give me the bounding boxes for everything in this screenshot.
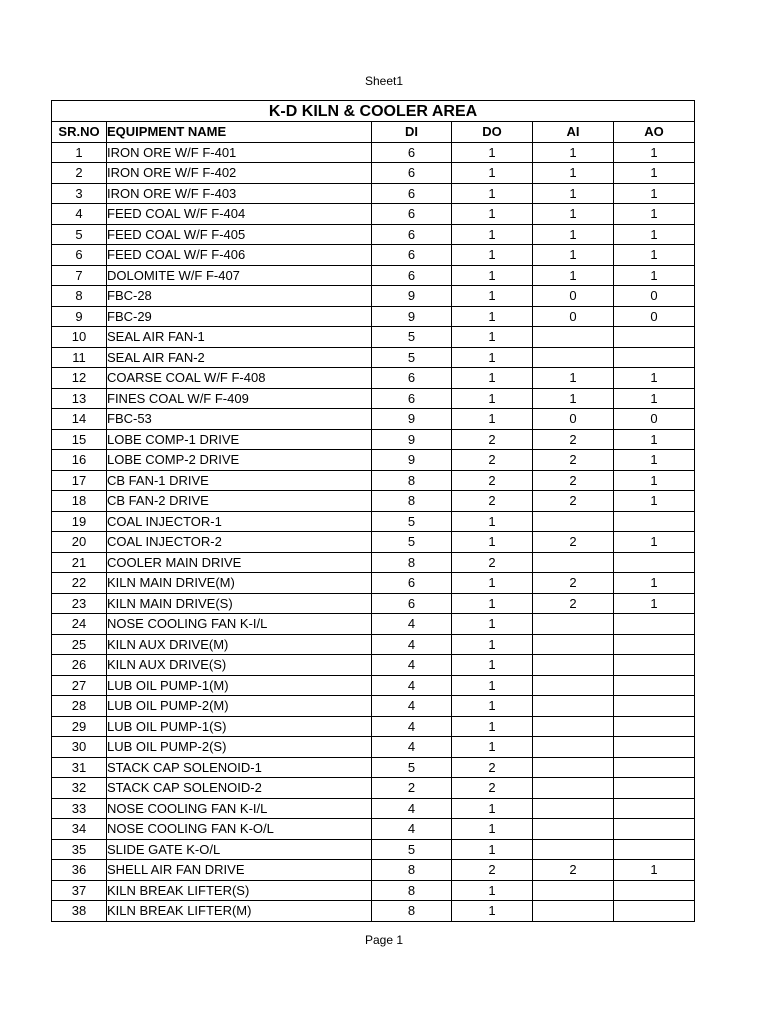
cell-do: 1 [452,183,533,204]
cell-ao: 1 [614,429,695,450]
cell-di: 8 [372,901,452,922]
cell-ao: 1 [614,593,695,614]
column-header-ai: AI [533,122,614,143]
cell-do: 1 [452,388,533,409]
cell-do: 1 [452,163,533,184]
cell-di: 6 [372,142,452,163]
column-header-equipment-name: EQUIPMENT NAME [107,122,372,143]
table-row [52,286,695,307]
table-row [52,450,695,471]
cell-ai: 2 [533,532,614,553]
cell-do: 1 [452,839,533,860]
cell-di: 4 [372,696,452,717]
cell-ai [533,880,614,901]
equipment-io-table [51,100,695,922]
cell-ai: 2 [533,491,614,512]
cell-sr-no: 16 [52,450,107,471]
cell-equipment-name: CB FAN-2 DRIVE [107,491,372,512]
cell-ai [533,655,614,676]
cell-sr-no: 3 [52,183,107,204]
cell-do: 1 [452,880,533,901]
cell-sr-no: 5 [52,224,107,245]
cell-equipment-name: FINES COAL W/F F-409 [107,388,372,409]
cell-ai [533,716,614,737]
cell-do: 1 [452,511,533,532]
cell-equipment-name: IRON ORE W/F F-402 [107,163,372,184]
cell-sr-no: 25 [52,634,107,655]
cell-di: 4 [372,819,452,840]
cell-equipment-name: FBC-28 [107,286,372,307]
cell-do: 1 [452,696,533,717]
table-row [52,573,695,594]
cell-ai: 1 [533,224,614,245]
column-header-sr-no: SR.NO [52,122,107,143]
cell-equipment-name: CB FAN-1 DRIVE [107,470,372,491]
cell-ao [614,655,695,676]
cell-ai [533,798,614,819]
cell-di: 8 [372,470,452,491]
table-row [52,675,695,696]
table-row [52,347,695,368]
cell-sr-no: 29 [52,716,107,737]
cell-ai: 1 [533,388,614,409]
cell-ai: 1 [533,183,614,204]
cell-ai: 0 [533,286,614,307]
cell-do: 1 [452,634,533,655]
cell-ao: 1 [614,470,695,491]
cell-ai: 2 [533,429,614,450]
table-row [52,716,695,737]
cell-di: 9 [372,450,452,471]
cell-di: 8 [372,880,452,901]
cell-di: 8 [372,860,452,881]
cell-equipment-name: KILN MAIN DRIVE(S) [107,593,372,614]
cell-do: 1 [452,532,533,553]
cell-di: 6 [372,183,452,204]
cell-ai [533,778,614,799]
table-row [52,306,695,327]
table-row [52,265,695,286]
cell-equipment-name: FEED COAL W/F F-405 [107,224,372,245]
cell-equipment-name: SLIDE GATE K-O/L [107,839,372,860]
table-row [52,388,695,409]
cell-equipment-name: LUB OIL PUMP-1(M) [107,675,372,696]
cell-do: 2 [452,470,533,491]
cell-ao: 0 [614,286,695,307]
table-row [52,901,695,922]
sheet-label: Sheet1 [364,74,404,88]
cell-equipment-name: COAL INJECTOR-1 [107,511,372,532]
table-row [52,142,695,163]
cell-di: 6 [372,224,452,245]
cell-sr-no: 13 [52,388,107,409]
cell-ao: 1 [614,245,695,266]
cell-equipment-name: COAL INJECTOR-2 [107,532,372,553]
cell-ao: 1 [614,368,695,389]
cell-ao [614,839,695,860]
cell-do: 2 [452,778,533,799]
cell-sr-no: 36 [52,860,107,881]
cell-do: 2 [452,552,533,573]
cell-equipment-name: LUB OIL PUMP-2(M) [107,696,372,717]
table-row [52,819,695,840]
cell-do: 2 [452,450,533,471]
cell-do: 1 [452,716,533,737]
cell-do: 2 [452,491,533,512]
cell-do: 1 [452,593,533,614]
cell-equipment-name: NOSE COOLING FAN K-I/L [107,614,372,635]
cell-equipment-name: NOSE COOLING FAN K-I/L [107,798,372,819]
table-row [52,204,695,225]
cell-ao: 1 [614,224,695,245]
cell-di: 9 [372,409,452,430]
cell-ai: 2 [533,450,614,471]
cell-ai: 1 [533,265,614,286]
cell-equipment-name: FEED COAL W/F F-404 [107,204,372,225]
cell-do: 1 [452,347,533,368]
cell-ao: 1 [614,142,695,163]
cell-do: 1 [452,737,533,758]
cell-sr-no: 11 [52,347,107,368]
cell-equipment-name: COOLER MAIN DRIVE [107,552,372,573]
cell-equipment-name: KILN AUX DRIVE(S) [107,655,372,676]
cell-ao: 1 [614,573,695,594]
cell-ai [533,347,614,368]
cell-ai: 1 [533,142,614,163]
cell-sr-no: 4 [52,204,107,225]
cell-do: 1 [452,368,533,389]
cell-sr-no: 15 [52,429,107,450]
cell-ai [533,819,614,840]
cell-di: 6 [372,593,452,614]
cell-ai [533,901,614,922]
cell-equipment-name: KILN BREAK LIFTER(M) [107,901,372,922]
cell-di: 5 [372,347,452,368]
cell-do: 1 [452,675,533,696]
cell-equipment-name: KILN AUX DRIVE(M) [107,634,372,655]
cell-do: 1 [452,286,533,307]
cell-ao: 0 [614,409,695,430]
cell-di: 8 [372,552,452,573]
cell-ao: 1 [614,532,695,553]
cell-sr-no: 14 [52,409,107,430]
cell-di: 6 [372,388,452,409]
cell-di: 4 [372,634,452,655]
cell-di: 4 [372,655,452,676]
cell-sr-no: 2 [52,163,107,184]
cell-di: 4 [372,737,452,758]
cell-ao: 1 [614,388,695,409]
cell-ai: 1 [533,245,614,266]
table-row [52,593,695,614]
cell-sr-no: 10 [52,327,107,348]
cell-do: 1 [452,306,533,327]
cell-di: 9 [372,286,452,307]
cell-do: 1 [452,245,533,266]
cell-di: 6 [372,368,452,389]
table-row [52,429,695,450]
cell-ao: 1 [614,450,695,471]
cell-equipment-name: LOBE COMP-1 DRIVE [107,429,372,450]
cell-equipment-name: KILN BREAK LIFTER(S) [107,880,372,901]
cell-ao [614,347,695,368]
table-row [52,737,695,758]
cell-ao [614,614,695,635]
cell-ai: 0 [533,409,614,430]
cell-ao [614,634,695,655]
cell-di: 6 [372,204,452,225]
cell-equipment-name: NOSE COOLING FAN K-O/L [107,819,372,840]
cell-di: 5 [372,839,452,860]
cell-do: 2 [452,860,533,881]
column-header-do: DO [452,122,533,143]
cell-equipment-name: STACK CAP SOLENOID-1 [107,757,372,778]
table-row [52,655,695,676]
cell-ao [614,737,695,758]
cell-sr-no: 7 [52,265,107,286]
cell-di: 4 [372,675,452,696]
cell-ao: 1 [614,860,695,881]
cell-di: 4 [372,798,452,819]
cell-do: 1 [452,655,533,676]
cell-sr-no: 8 [52,286,107,307]
table-row [52,163,695,184]
cell-sr-no: 22 [52,573,107,594]
cell-ao [614,696,695,717]
cell-equipment-name: SEAL AIR FAN-1 [107,327,372,348]
cell-di: 9 [372,429,452,450]
cell-di: 4 [372,716,452,737]
cell-do: 1 [452,224,533,245]
cell-ai [533,511,614,532]
table-row [52,245,695,266]
cell-ai [533,839,614,860]
cell-equipment-name: IRON ORE W/F F-401 [107,142,372,163]
cell-ai [533,614,614,635]
cell-ao: 0 [614,306,695,327]
cell-ai: 2 [533,593,614,614]
cell-ao [614,757,695,778]
cell-ai [533,737,614,758]
table-row [52,880,695,901]
cell-ai: 1 [533,204,614,225]
cell-di: 5 [372,757,452,778]
cell-ai: 2 [533,860,614,881]
cell-ai [533,757,614,778]
cell-sr-no: 24 [52,614,107,635]
cell-sr-no: 12 [52,368,107,389]
cell-ao [614,901,695,922]
cell-sr-no: 28 [52,696,107,717]
cell-equipment-name: IRON ORE W/F F-403 [107,183,372,204]
table-row [52,491,695,512]
cell-di: 6 [372,245,452,266]
cell-do: 1 [452,573,533,594]
cell-sr-no: 20 [52,532,107,553]
cell-equipment-name: LOBE COMP-2 DRIVE [107,450,372,471]
cell-ai [533,552,614,573]
cell-ao: 1 [614,491,695,512]
cell-do: 1 [452,614,533,635]
table-row [52,634,695,655]
table-row [52,798,695,819]
table-row [52,778,695,799]
cell-ai [533,634,614,655]
cell-do: 1 [452,265,533,286]
cell-di: 6 [372,573,452,594]
cell-sr-no: 19 [52,511,107,532]
cell-sr-no: 38 [52,901,107,922]
cell-ao [614,819,695,840]
cell-sr-no: 21 [52,552,107,573]
cell-ai [533,696,614,717]
cell-do: 1 [452,819,533,840]
cell-do: 2 [452,757,533,778]
cell-sr-no: 33 [52,798,107,819]
cell-sr-no: 6 [52,245,107,266]
cell-ao [614,880,695,901]
table-row [52,552,695,573]
table-row [52,224,695,245]
cell-ai: 2 [533,573,614,594]
cell-di: 9 [372,306,452,327]
cell-do: 1 [452,798,533,819]
cell-di: 6 [372,163,452,184]
cell-equipment-name: DOLOMITE W/F F-407 [107,265,372,286]
cell-equipment-name: LUB OIL PUMP-1(S) [107,716,372,737]
table-row [52,470,695,491]
table-row [52,532,695,553]
cell-equipment-name: SHELL AIR FAN DRIVE [107,860,372,881]
table-row [52,839,695,860]
cell-ai [533,327,614,348]
cell-sr-no: 1 [52,142,107,163]
cell-sr-no: 34 [52,819,107,840]
table-row [52,860,695,881]
cell-equipment-name: STACK CAP SOLENOID-2 [107,778,372,799]
cell-equipment-name: FEED COAL W/F F-406 [107,245,372,266]
cell-sr-no: 9 [52,306,107,327]
cell-equipment-name: FBC-53 [107,409,372,430]
cell-sr-no: 37 [52,880,107,901]
cell-sr-no: 31 [52,757,107,778]
cell-equipment-name: COARSE COAL W/F F-408 [107,368,372,389]
cell-di: 5 [372,327,452,348]
cell-ai: 0 [533,306,614,327]
cell-ai: 1 [533,368,614,389]
table-row [52,511,695,532]
cell-di: 6 [372,265,452,286]
cell-ao [614,327,695,348]
cell-do: 1 [452,901,533,922]
cell-do: 1 [452,142,533,163]
cell-sr-no: 27 [52,675,107,696]
cell-sr-no: 35 [52,839,107,860]
cell-equipment-name: FBC-29 [107,306,372,327]
cell-ao [614,778,695,799]
cell-ao: 1 [614,265,695,286]
cell-ao [614,716,695,737]
table-row [52,696,695,717]
cell-di: 2 [372,778,452,799]
cell-ao: 1 [614,163,695,184]
cell-ao: 1 [614,204,695,225]
cell-equipment-name: KILN MAIN DRIVE(M) [107,573,372,594]
cell-sr-no: 23 [52,593,107,614]
cell-equipment-name: SEAL AIR FAN-2 [107,347,372,368]
cell-sr-no: 18 [52,491,107,512]
column-header-ao: AO [614,122,695,143]
cell-sr-no: 17 [52,470,107,491]
cell-di: 5 [372,511,452,532]
cell-di: 4 [372,614,452,635]
cell-do: 1 [452,409,533,430]
cell-equipment-name: LUB OIL PUMP-2(S) [107,737,372,758]
cell-ao [614,511,695,532]
table-row [52,614,695,635]
cell-do: 1 [452,204,533,225]
cell-sr-no: 30 [52,737,107,758]
cell-sr-no: 32 [52,778,107,799]
table-row [52,409,695,430]
cell-di: 8 [372,491,452,512]
cell-ao [614,798,695,819]
cell-di: 5 [372,532,452,553]
cell-sr-no: 26 [52,655,107,676]
table-title: K-D KILN & COOLER AREA [52,101,695,122]
table-row [52,327,695,348]
table-row [52,183,695,204]
table-row [52,757,695,778]
page-label: Page 1 [364,933,404,947]
cell-ai: 2 [533,470,614,491]
cell-do: 2 [452,429,533,450]
column-header-di: DI [372,122,452,143]
cell-do: 1 [452,327,533,348]
cell-ai [533,675,614,696]
cell-ao: 1 [614,183,695,204]
cell-ao [614,552,695,573]
cell-ao [614,675,695,696]
table-row [52,368,695,389]
cell-ai: 1 [533,163,614,184]
